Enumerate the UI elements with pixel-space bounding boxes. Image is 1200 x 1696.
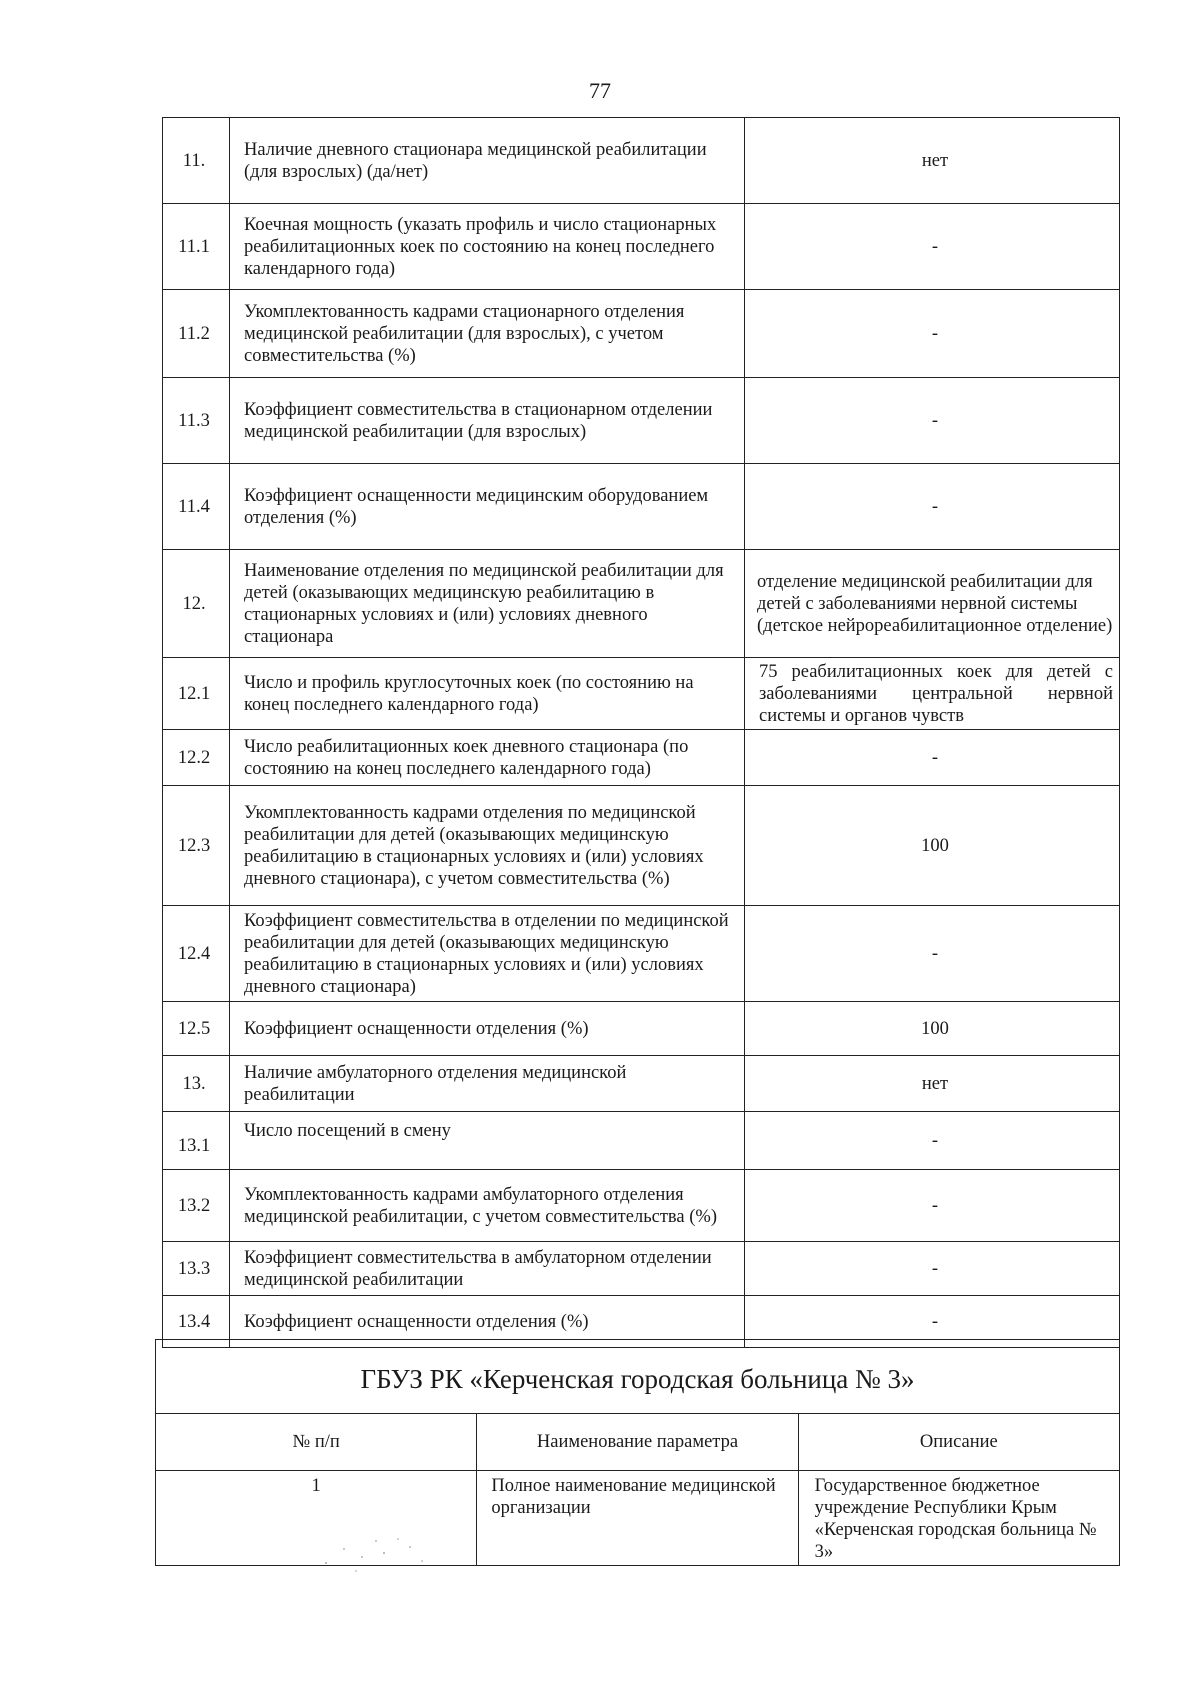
row-number: 11.4	[163, 464, 230, 550]
row-number: 13.2	[163, 1170, 230, 1242]
row-number: 13.4	[163, 1296, 230, 1348]
row-number: 13.1	[163, 1112, 230, 1170]
parameter-name: Полное наименование медицинской организации	[477, 1471, 798, 1566]
parameter-value: -	[745, 378, 1120, 464]
parameter-value: -	[745, 1112, 1120, 1170]
table-row	[163, 1242, 1120, 1296]
parameter-value: -	[745, 204, 1120, 290]
parameter-name: Укомплектованность кадрами отделения по медицинской реабилитации для детей (оказывающих медицинскую реабилитацию в стационарных условиях и (или) условиях дневного стационара), с учетом совместительства (%)	[230, 786, 745, 906]
table-row	[163, 290, 1120, 378]
parameter-name: Число посещений в смену	[230, 1112, 745, 1170]
parameter-value: -	[745, 1242, 1120, 1296]
parameter-name: Наличие дневного стационара медицинской реабилитации (для взрослых) (да/нет)	[230, 118, 745, 204]
parameter-value: -	[745, 1170, 1120, 1242]
parameter-name: Наличие амбулаторного отделения медицинской реабилитации	[230, 1056, 745, 1112]
table-row	[163, 1170, 1120, 1242]
header-number: № п/п	[156, 1414, 477, 1471]
header-description: Описание	[798, 1414, 1119, 1471]
parameter-name: Укомплектованность кадрами стационарного отделения медицинской реабилитации (для взрослых), с учетом совместительства (%)	[230, 290, 745, 378]
section-title: ГБУЗ РК «Керченская городская больница № 3»	[156, 1340, 1120, 1414]
parameters-table	[162, 117, 1120, 1348]
row-number: 11.3	[163, 378, 230, 464]
row-number: 13.3	[163, 1242, 230, 1296]
table-row	[163, 1056, 1120, 1112]
table-row	[163, 658, 1120, 730]
parameter-value: -	[745, 906, 1120, 1002]
parameter-name: Коэффициент оснащенности отделения (%)	[230, 1002, 745, 1056]
table-row	[156, 1471, 1120, 1566]
section-row	[156, 1340, 1120, 1414]
parameter-value: Государственное бюджетное учреждение Республики Крым «Керченская городская больница № 3»	[798, 1471, 1119, 1566]
table-row	[163, 730, 1120, 786]
row-number: 11.2	[163, 290, 230, 378]
parameter-value: -	[745, 464, 1120, 550]
parameter-value: нет	[745, 118, 1120, 204]
parameter-value: 75 реабилитационных коек для детей с заболеваниями центральной нервной системы и органов чувств	[745, 658, 1120, 730]
table-row	[163, 118, 1120, 204]
scan-specks	[318, 1535, 448, 1575]
table-row	[163, 1002, 1120, 1056]
parameter-value: отделение медицинской реабилитации для детей с заболеваниями нервной системы (детское нейрореабилитационное отделение)	[745, 550, 1120, 658]
parameter-value: 100	[745, 786, 1120, 906]
parameter-name: Коэффициент совместительства в стационарном отделении медицинской реабилитации (для взрослых)	[230, 378, 745, 464]
row-number: 12.5	[163, 1002, 230, 1056]
row-number: 12.4	[163, 906, 230, 1002]
table-row	[163, 786, 1120, 906]
parameter-name: Коэффициент совместительства в амбулаторном отделении медицинской реабилитации	[230, 1242, 745, 1296]
organization-table	[155, 1339, 1120, 1566]
table-row	[163, 1112, 1120, 1170]
row-number: 12.1	[163, 658, 230, 730]
row-number: 13.	[163, 1056, 230, 1112]
parameter-name: Укомплектованность кадрами амбулаторного отделения медицинской реабилитации, с учетом совместительства (%)	[230, 1170, 745, 1242]
row-number: 1	[156, 1471, 477, 1566]
row-number: 12.3	[163, 786, 230, 906]
parameter-name: Коэффициент совместительства в отделении по медицинской реабилитации для детей (оказывающих медицинскую реабилитацию в стационарных условиях и (или) условиях дневного стационара)	[230, 906, 745, 1002]
row-number: 12.	[163, 550, 230, 658]
table-row	[163, 378, 1120, 464]
parameter-value: 100	[745, 1002, 1120, 1056]
table-row	[163, 550, 1120, 658]
table-row	[163, 464, 1120, 550]
header-row	[156, 1414, 1120, 1471]
header-parameter: Наименование параметра	[477, 1414, 798, 1471]
parameter-name: Коэффициент оснащенности отделения (%)	[230, 1296, 745, 1348]
table-row	[163, 906, 1120, 1002]
parameter-value: нет	[745, 1056, 1120, 1112]
parameter-name: Число и профиль круглосуточных коек (по состоянию на конец последнего календарного года)	[230, 658, 745, 730]
table-row	[163, 204, 1120, 290]
parameter-value: -	[745, 730, 1120, 786]
row-number: 11.	[163, 118, 230, 204]
parameter-name: Наименование отделения по медицинской реабилитации для детей (оказывающих медицинскую реабилитацию в стационарных условиях и (или) условиях дневного стационара	[230, 550, 745, 658]
parameter-name: Число реабилитационных коек дневного стационара (по состоянию на конец последнего календарного года)	[230, 730, 745, 786]
parameter-value: -	[745, 1296, 1120, 1348]
row-number: 11.1	[163, 204, 230, 290]
parameter-name: Коэффициент оснащенности медицинским оборудованием отделения (%)	[230, 464, 745, 550]
parameter-name: Коечная мощность (указать профиль и число стационарных реабилитационных коек по состоянию на конец последнего календарного года)	[230, 204, 745, 290]
page-number: 77	[589, 78, 611, 103]
parameter-value: -	[745, 290, 1120, 378]
row-number: 12.2	[163, 730, 230, 786]
